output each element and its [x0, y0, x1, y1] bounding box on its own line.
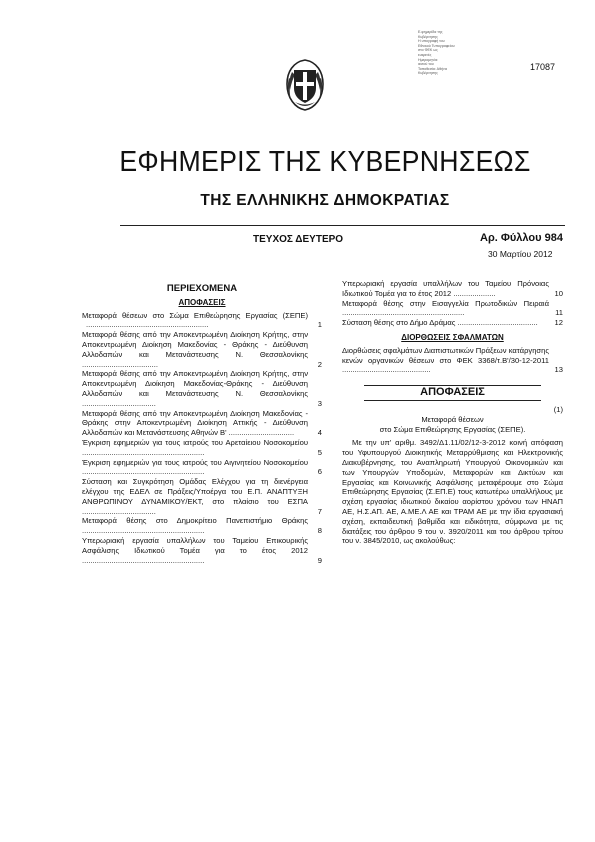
- decision-number: (1): [553, 404, 563, 414]
- page-number: 17087: [530, 62, 556, 72]
- toc-entry-text: Σύσταση και Συγκρότηση Ομάδας Ελέγχου για τη διενέργεια ελέγχου της ΕΔΕΛ σε Πράξεις/Υποέργα του Ε.Π. ΑΝΑΠΤΥΞΗ ΑΝΘΡΩΠΙΝΟΥ ΔΥΝΑΜΙΚΟΥ/ΕΚΤ, στο πλαίσιο του ΕΣΠΑ ...................................: [82, 477, 308, 516]
- toc-heading: ΠΕΡΙΕΧΟΜΕΝΑ: [166, 283, 238, 294]
- stamp-line: Εθνικού Τυπογραφείου: [418, 43, 455, 48]
- toc-entry-text: Μεταφορά θέσης από την Αποκεντρωμένη Διοίκηση Κρήτης, στην Αποκεντρωμένη Διοίκηση Μακεδονίας - Θράκης - Διεύθυνση Αλλοδαπών και Μετανάστευσης Ν. Θεσσαλονίκης ....................................: [82, 330, 308, 369]
- toc-entry-text: Διορθώσεις σφαλμάτων Διαπιστωτικών Πράξεων κατάργησης κενών οργανικών θέσεων στο ΦΕΚ 3368/τ.Β'/30-12-2011 ..........................................: [342, 345, 549, 375]
- decision-body: Με την υπ' αριθμ. 3492/Δ1.11/02/12-3-2012 κοινή απόφαση του Υφυπουργού Διοικητικής Μεταρρύθμισης και Ηλεκτρονικής Διακυβέρνησης, του Αναπληρωτή Υπουργού Οικονομικών και των Υπουργών Υποδομών, Μεταφορών και Δικτύων και Εργασίας και Κοινωνικής Ασφάλισης μεταφέρουμε στο Σώμα Επιθεώρησης Εργασίας (Σ.ΕΠ.Ε) τους κατωτέρω υπαλλήλους με σχέση εργασίας ιδιωτικού δικαίου αορίστου χρόνου των ΗΝΑΠ ΑΕ, Η.Σ.ΑΠ. ΑΕ, Α.ΜΕ.Λ ΑΕ και ΤΡΑΜ ΑΕ με την ίδια εργασιακή σχέση, εκπαιδευτική βαθμίδα και ειδικότητα, σύμφωνα με τις διατάξεις του άρθρου 9 του ν. 3920/2011 και του άρθρου τρίτου του ν. 3845/2010, ως ακολούθως:: [342, 438, 563, 546]
- sheet-number: [480, 232, 563, 244]
- right-column: [342, 279, 563, 546]
- stamp-line: Ημερομηνία:: [418, 57, 439, 62]
- toc-entry[interactable]: [82, 369, 322, 408]
- toc-entry-text: Μεταφορά θέσης στο Δημοκρίτειο Πανεπιστήμιο Θράκης ..........................................................: [82, 516, 308, 536]
- toc-entry[interactable]: [82, 477, 322, 516]
- issue-date: 30 Μαρτίου 2012: [488, 249, 553, 259]
- toc-entry[interactable]: [342, 299, 563, 319]
- stamp-line: Τοποθεσία: Αθήνα: [418, 66, 447, 71]
- toc-entry-page: 6: [317, 467, 322, 477]
- toc-entry[interactable]: [82, 536, 322, 565]
- toc-left-column: [82, 284, 322, 565]
- stamp-line: Η υπογραφή του: [418, 39, 445, 44]
- toc-entry-page: 5: [317, 447, 322, 457]
- toc-entry-page: 1: [317, 320, 322, 330]
- toc-entry-page: 2: [317, 359, 322, 369]
- toc-entry-page: 9: [317, 555, 322, 565]
- toc-entry-text: Υπερωριακή εργασία υπαλλήλων του Ταμείου Επικουρικής Ασφάλισης Ιδιωτικού Τομέα για το έτος 2012 ..........................................................: [82, 535, 308, 565]
- toc-entry-page: 3: [317, 398, 322, 408]
- decision-title-line: Μεταφορά θέσεων: [421, 414, 484, 424]
- toc-entry-page: 7: [317, 506, 322, 516]
- sheet-value: 984: [544, 232, 563, 244]
- decision-title-line: στο Σώμα Επιθεώρησης Εργασίας (ΣΕΠΕ).: [379, 424, 526, 434]
- stamp-line: αυτού του: [418, 62, 434, 67]
- stamp-line: ευκρινές: [418, 52, 432, 57]
- toc-entry-page: 8: [317, 526, 322, 536]
- toc-entry[interactable]: [82, 438, 322, 458]
- gazette-title: ΕΦΗΜΕΡΙΣ ΤΗΣ ΚΥΒΕΡΝΗΣΕΩΣ: [119, 146, 531, 178]
- toc-entry-text: Έγκριση εφημεριών για τους ιατρούς του Αιγινητείου Νοσοκομείου ..........................................................: [82, 457, 308, 477]
- toc-entry-page: 13: [554, 365, 563, 375]
- toc-entry[interactable]: [342, 318, 563, 328]
- stamp-line: Ε.φημερίδα της: [418, 30, 443, 34]
- stamp-line: στο ΦΕΚ ως: [418, 48, 438, 53]
- stamp-line: Κυβέρνησης: [418, 34, 438, 39]
- sheet-label: Αρ. Φύλλου: [480, 232, 542, 244]
- toc-section-decisions: ΑΠΟΦΑΣΕΙΣ: [178, 297, 226, 307]
- decision-title: [342, 415, 563, 435]
- toc-entry-page: 11: [555, 308, 563, 318]
- stamp-line: Κυβέρνησης: [418, 71, 438, 76]
- gazette-subtitle: ΤΗΣ ΕΛΛΗΝΙΚΗΣ ΔΗΜΟΚΡΑΤΙΑΣ: [200, 192, 450, 209]
- toc-entry-page: 12: [554, 318, 563, 328]
- toc-entry[interactable]: [342, 346, 563, 375]
- toc-entry-page: 4: [317, 428, 322, 438]
- toc-entry-text: Μεταφορά θέσης στην Εισαγγελία Πρωτοδικών Πειραιά ..........................................................: [342, 298, 549, 318]
- toc-entry[interactable]: [82, 516, 322, 536]
- toc-section-corrections: ΔΙΟΡΘΩΣΕΙΣ ΣΦΑΛΜΑΤΩΝ: [401, 332, 504, 342]
- toc-entry-text: Έγκριση εφημεριών για τους ιατρούς του Αρεταίειου Νοσοκομείου ..........................................................: [82, 437, 308, 457]
- toc-entry-text: Σύσταση θέσης στο Δήμο Δράμας ......................................: [342, 318, 538, 328]
- toc-entry-text: Υπερωριακή εργασία υπαλλήλων του Ταμείου Πρόνοιας Ιδιωτικού Τομέα για το έτος 2012 ....................: [342, 279, 549, 298]
- digital-signature-stamp: [418, 30, 488, 76]
- toc-entry[interactable]: [82, 409, 322, 438]
- issue-label: ΤΕΥΧΟΣ ΔΕΥΤΕΡΟ: [253, 234, 344, 245]
- toc-entry[interactable]: [82, 330, 322, 369]
- greek-coat-of-arms-icon: [283, 58, 327, 112]
- toc-entry-text: Μεταφορά θέσεων στο Σώμα Επιθεώρησης Εργασίας (ΣΕΠΕ) ..........................................................: [82, 310, 308, 330]
- toc-entry-page: 10: [554, 288, 563, 298]
- toc-entry[interactable]: [82, 311, 322, 331]
- toc-entry-text: Μεταφορά θέσης από την Αποκεντρωμένη Διοίκηση Μακεδονίας - Θράκης στην Αποκεντρωμένη Διοίκηση Αττικής - Διεύθυνση Αλλοδαπών και Μετανάστευσης Αθηνών Β' ...............................: [82, 408, 308, 438]
- toc-entry[interactable]: [82, 458, 322, 478]
- decisions-heading: ΑΠΟΦΑΣΕΙΣ: [364, 385, 541, 401]
- toc-entry[interactable]: [342, 279, 563, 299]
- decisions-section: [342, 385, 563, 401]
- header-divider: [120, 225, 565, 226]
- toc-entry-text: Μεταφορά θέσης από την Αποκεντρωμένη Διοίκηση Κρήτης, στην Αποκεντρωμένη Διοίκηση Μακεδονίας-Θράκης - Διεύθυνση Αλλοδαπών και Μετανάστευσης Ν. Θεσσαλονίκης ...................................: [82, 369, 308, 408]
